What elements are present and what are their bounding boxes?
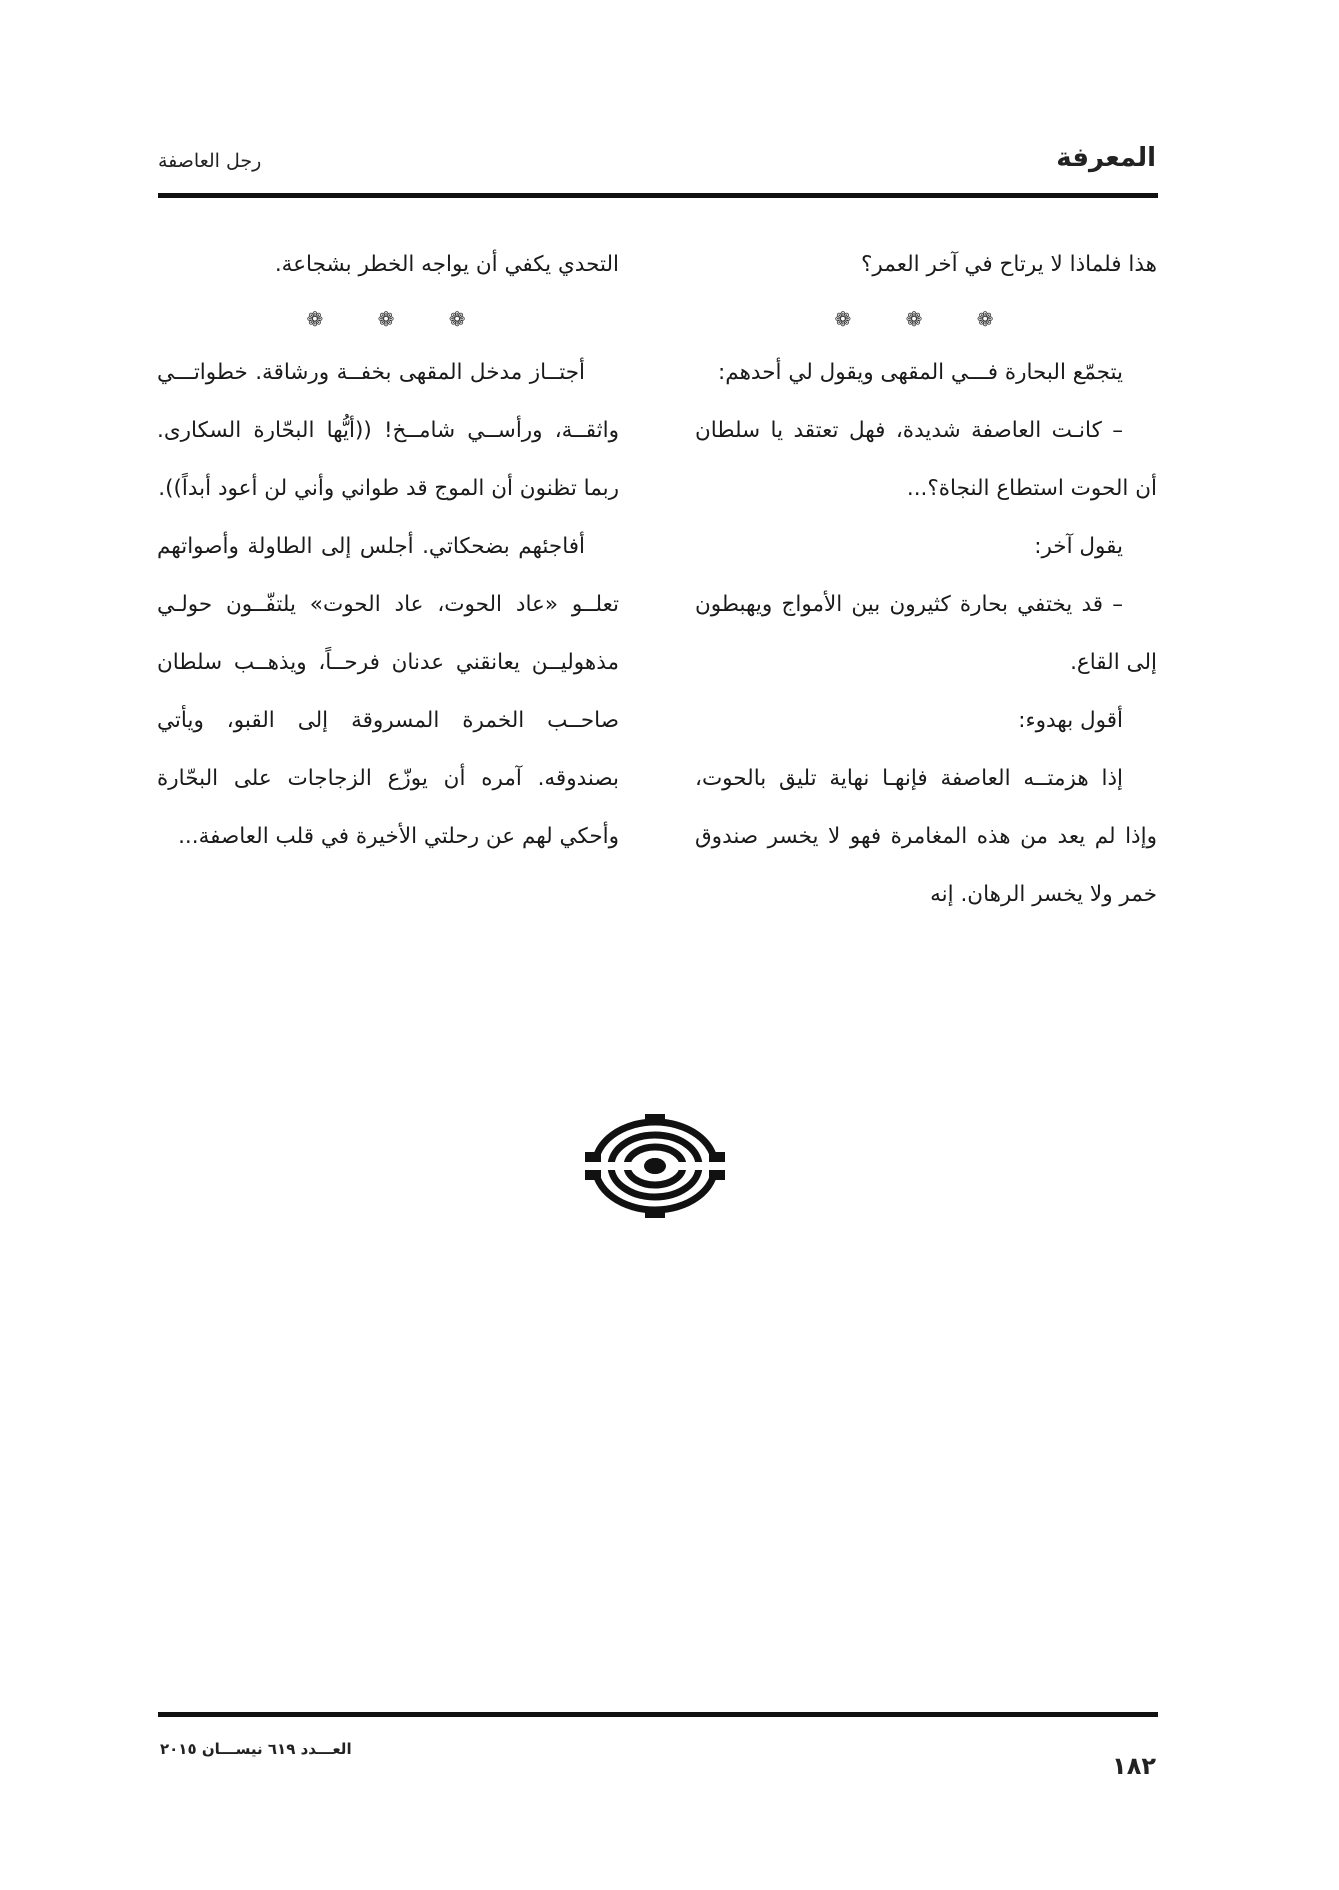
right-column bbox=[695, 236, 1157, 924]
paragraph: إذا هزمتــه العاصفة فإنهـا نهاية تليق بالحوت، وإذا لم يعد من هذه المغامرة فهو لا يخسر صندوق خمر ولا يخسر الرهان. إنه bbox=[695, 766, 1157, 907]
header-rule bbox=[158, 193, 1158, 198]
paragraph: – كانـت العاصفة شديدة، فهل تعتقد يا سلطان أن الحوت استطاع النجاة؟... bbox=[695, 418, 1157, 501]
page-number: ١٨٢ bbox=[1112, 1752, 1156, 1780]
end-ornament-icon bbox=[585, 1112, 725, 1220]
paragraph: هذا فلماذا لا يرتاح في آخر العمر؟ bbox=[861, 252, 1157, 277]
paragraph: – قد يختفي بحارة كثيرون بين الأمواج ويهبطون إلى القاع. bbox=[695, 592, 1157, 675]
left-column bbox=[157, 236, 619, 866]
magazine-logo: المعرفة bbox=[1056, 143, 1156, 173]
paragraph: يقول آخر: bbox=[1034, 534, 1123, 559]
issue-info: العـــدد ٦١٩ نيســـان ٢٠١٥ bbox=[160, 1740, 352, 1758]
paragraph: يتجمّع البحارة فـــي المقهى ويقول لي أحدهم: bbox=[718, 360, 1123, 385]
section-separator: ❁ ❁ ❁ bbox=[306, 307, 490, 331]
paragraph: أفاجئهم بضحكاتي. أجلس إلى الطاولة وأصواتهم تعلــو «عاد الحوت، عاد الحوت» يلتفّــون حولـي مذهوليــن يعانقني عدنان فرحــاً، ويذهــب سلطان صاحــب الخمرة المسروقة إلى القبو، ويأتي بصندوقه. آمره أن يوزّع الزجاجات على البحّارة وأحكي لهم عن رحلتي الأخيرة في قلب العاصفة... bbox=[157, 534, 619, 849]
running-title: رجل العاصفة bbox=[158, 150, 262, 172]
paragraph: التحدي يكفي أن يواجه الخطر بشجاعة. bbox=[274, 252, 619, 277]
paragraph: أجتــاز مدخل المقهى بخفــة ورشاقة. خطواتـــي واثقــة، ورأســي شامــخ! ((أيُّها البحّارة السكارى. ربما تظنون أن الموج قد طواني وأني لن أعود أبداً)). bbox=[157, 360, 619, 501]
section-separator: ❁ ❁ ❁ bbox=[834, 307, 1018, 331]
footer-rule bbox=[158, 1712, 1158, 1717]
paragraph: أقول بهدوء: bbox=[1018, 708, 1123, 733]
